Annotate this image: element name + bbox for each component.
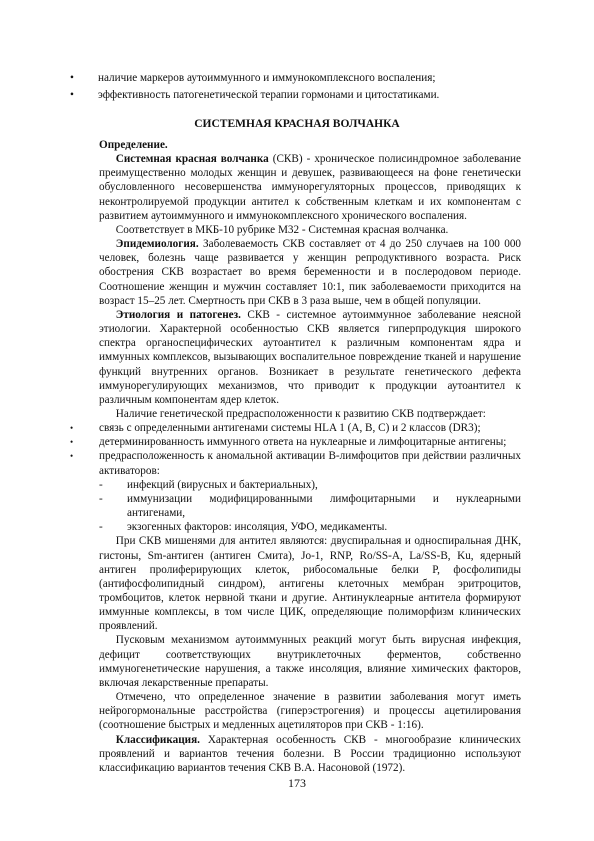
classification-heading: Классификация. [115,733,200,746]
top-bullet-list [70,70,520,104]
list-item-text: наличие маркеров аутоиммунного и иммунокомплексного воспаления; [98,72,436,84]
page-number: 173 [288,776,306,790]
bullet-icon: • [70,423,74,434]
body-text [70,138,522,775]
hormonal-paragraph: Отмечено, что определенное значение в развитии заболевания могут иметь нейрогормональные расстройства (гиперэстрогения) и процессы ацетилирования (соотношение быстрых и медленных ацетиляторов при СКВ - 1:16). [99,691,521,732]
bullet-icon: • [70,437,74,448]
list-item-text: детерминированность иммунного ответа на нуклеарные и лимфоцитарные антигены; [99,436,507,449]
list-item-text: эффективность патогенетической терапии гормонами и цитостатиками. [98,89,440,101]
list-item [70,435,521,449]
sub-list-item-text: инфекций (вирусных и бактериальных), [127,478,318,491]
definition-heading: Определение. [99,139,168,151]
predisposition-intro: Наличие генетической предрасположенности к развитию СКВ подтверждает: [115,407,486,420]
bullet-icon: • [70,72,74,84]
etiology-paragraph: Этиология и патогенез. СКВ - системное аутоиммунное заболевание неясной этиологии. Характерной особенностью СКВ является гиперпродукция широкого спектра органоспецифических аутоантител к различным компонентам ядра и иммунных комплексов, вызывающих воспалительное повреждение тканей и нарушение функций внутренних органов. Возникает в результате генетического дефекта иммунорегулирующих механизмов, что приводит к продукции аутоантител к различным компонентам ядер клеток. [99,308,521,406]
list-item [70,87,520,104]
bullet-icon: • [70,89,74,101]
definition-paragraph: Системная красная волчанка (СКВ) - хроническое полисиндромное заболевание преимущественно молодых женщин и девушек, развивающееся на фоне генетически обусловленного несовершенства иммунорегуляторных процессов, приводящих к неконтролируемой продукции антител к собственным клеткам и их компонентам с развитием аутоиммунного и иммунокомплексного хронического воспаления. [99,153,521,222]
trigger-paragraph: Пусковым механизмом аутоиммунных реакций могут быть вирусная инфекция, дефицит соответствующих внутриклеточных ферментов, собственно иммуногенетические нарушения, а также инсоляция, влияние химических факторов, включая лекарственные препараты. [99,634,521,689]
dash-marker: - [99,521,103,534]
targets-paragraph: При СКВ мишенями для антител являются: двуспиральная и односпиральная ДНК, гистоны, Sm-антиген (антиген Смита), Jo-1, RNP, Ro/SS-A, La/SS-B, Ku, ядерный антиген пролиферирующих клеток, рибосомальные белки Р, фосфолипиды (антифосфолипидный синдром), антигены клеточных мембран эритроцитов, тромбоцитов, клеток нервной ткани и другие. Антинуклеарные антитела формируют иммунные комплексы, в том числе ЦИК, определяющие полиморфизм клинических проявлений. [99,535,521,633]
dash-marker: - [99,492,103,505]
dash-marker: - [99,478,103,491]
list-item [70,421,521,435]
sub-list-item-text: иммунизации модифицированными лимфоцитарными и нуклеарными антигенами, [127,492,521,520]
icd-paragraph: Соответствует в МКБ-10 рубрике М32 - Системная красная волчанка. [115,223,449,236]
epidemiology-heading: Эпидемиология. [115,238,199,251]
sub-list-item [99,492,521,520]
list-item-text: связь с определенными антигенами системы HLA 1 (А, В, С) и 2 классов (DR3); [99,422,481,435]
epidemiology-paragraph: Эпидемиология. Заболеваемость СКВ составляет от 4 до 250 случаев на 100 000 человек, болезнь чаще развивается у женщин репродуктивного возраста. Риск обострения СКВ возрастает во время беременности и в послеродовом периоде. Соотношение женщин и мужчин составляет 10:1, пик заболеваемости приходится на возраст 15–25 лет. Смертность при СКВ в 3 раза выше, чем в общей популяции. [99,238,522,307]
section-title: СИСТЕМНАЯ КРАСНАЯ ВОЛЧАНКА [194,118,400,130]
list-item-text: предрасположенность к аномальной активации В-лимфоцитов при действии различных активаторов: [99,450,521,477]
sub-list-item-text: экзогенных факторов: инсоляция, УФО, медикаменты. [127,521,388,534]
bullet-icon: • [70,451,74,462]
list-item [70,449,521,477]
list-item [70,70,520,87]
etiology-heading: Этиология и патогенез. [115,308,241,321]
definition-term: Системная красная волчанка [115,153,269,166]
sub-list-item [99,520,521,534]
sub-list-item [99,478,521,492]
classification-paragraph: Классификация. Характерная особенность СКВ - многообразие клинических проявлений и вариантов течения болезни. В России традиционно используют классификацию вариантов течения СКВ В.А. Насоновой (1972). [99,733,521,774]
